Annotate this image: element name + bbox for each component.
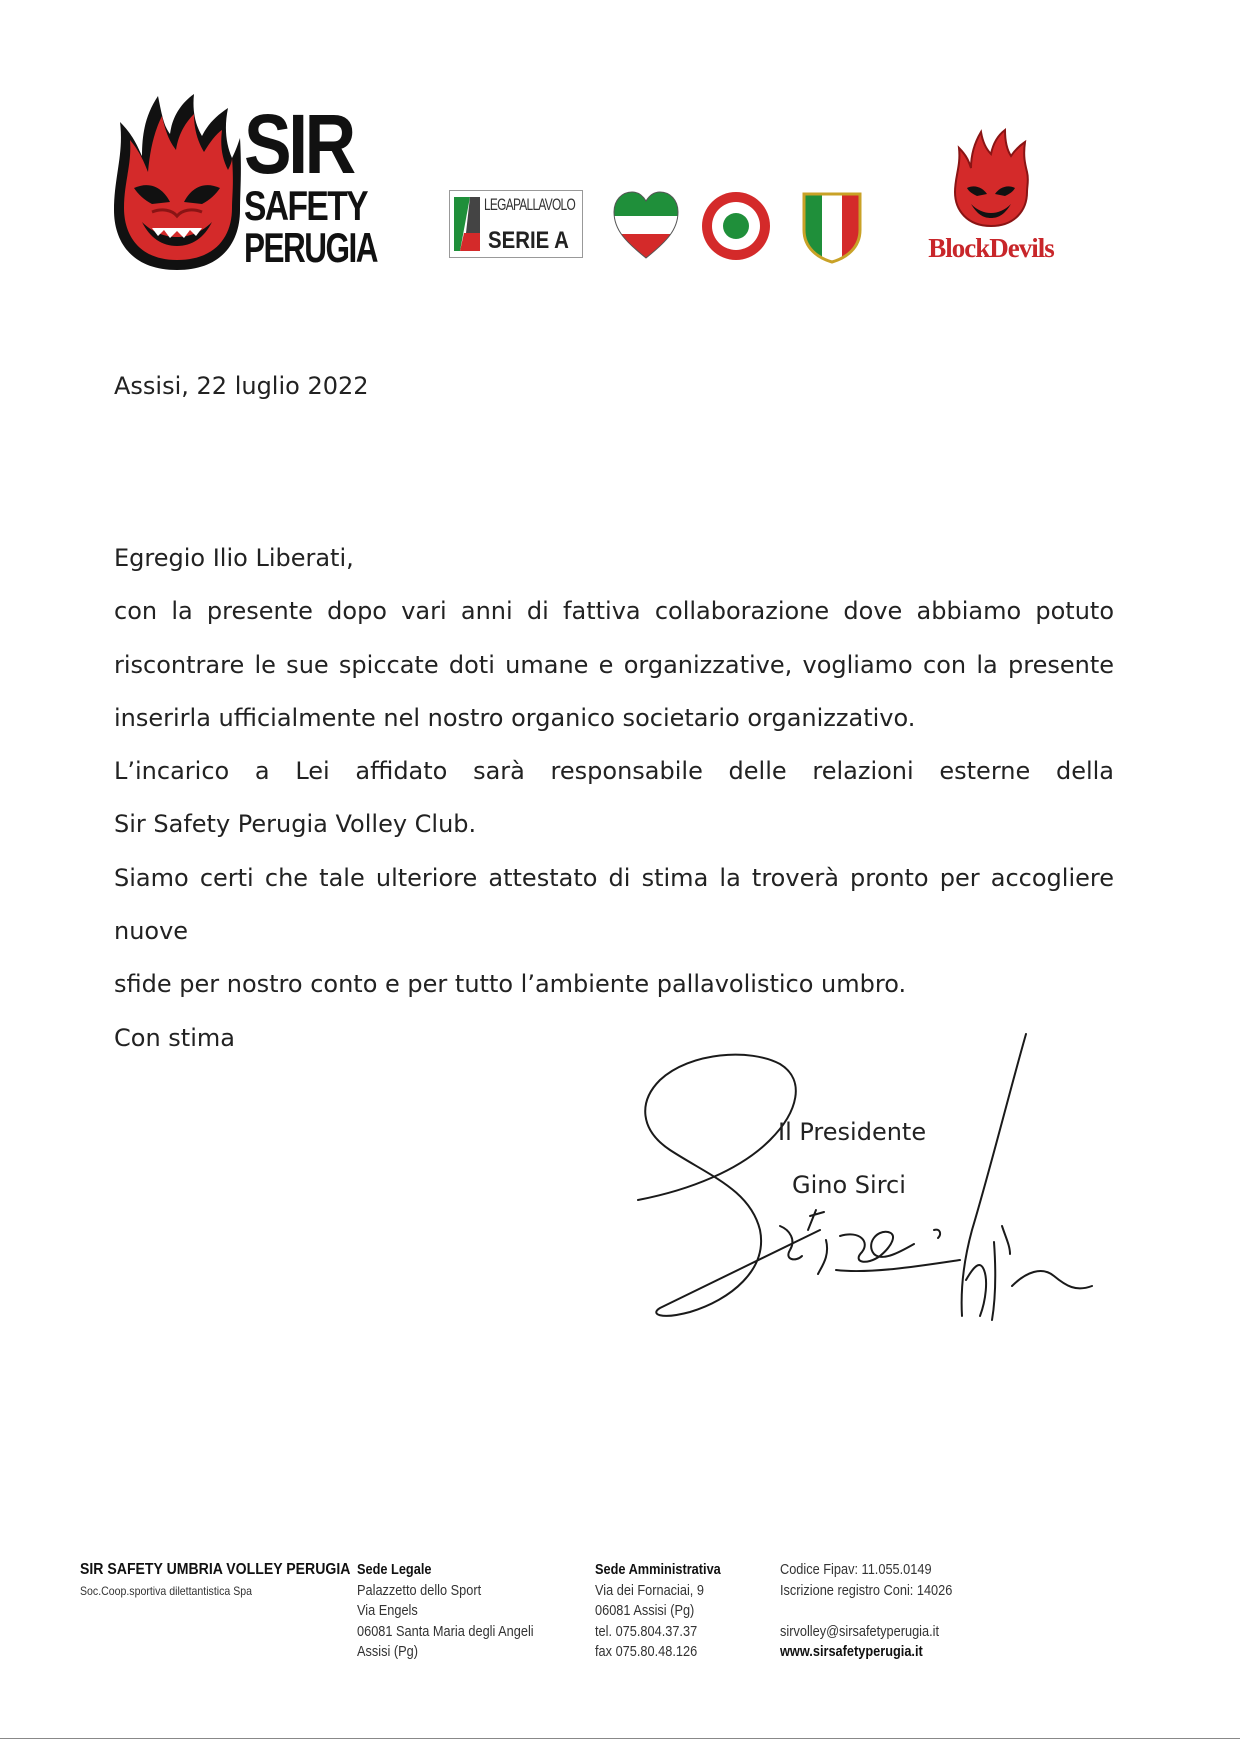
footer-rule [0, 1738, 1240, 1739]
footer-company-name: SIR SAFETY UMBRIA VOLLEY PERUGIA [80, 1561, 351, 1578]
salutation: Egregio Ilio Liberati, [114, 544, 354, 572]
paragraph-3-line-1: Siamo certi che tale ulteriore attestato di stima la troverà pronto per accogliere nuove [114, 863, 1114, 946]
footer-admin-fax: fax 075.80.48.126 [595, 1644, 698, 1660]
footer-legal-title: Sede Legale [357, 1562, 432, 1578]
footer-fipav: Codice Fipav: 11.055.0149 [780, 1562, 932, 1578]
footer-admin-line-2: 06081 Assisi (Pg) [595, 1603, 695, 1619]
signer-title: Il Presidente [778, 1118, 927, 1146]
footer-coni: Iscrizione registro Coni: 14026 [780, 1582, 953, 1599]
paragraph-1-line-2: riscontrare le sue spiccate doti umane e organizzative, vogliamo con la presente [114, 650, 1114, 679]
paragraph-2-line-2: Sir Safety Perugia Volley Club. [114, 810, 477, 839]
closing: Con stima [114, 1023, 235, 1052]
footer-company-column [80, 1560, 350, 1601]
sir-logo-line3: PERUGIA [244, 224, 378, 271]
block-devils-wordmark: BlockDevils [928, 233, 1054, 263]
footer-admin-title: Sede Amministrativa [595, 1562, 721, 1578]
sir-logo-line1: SIR [244, 97, 353, 191]
footer-legal-line-2: Via Engels [357, 1603, 418, 1619]
footer-legal-line-1: Palazzetto dello Sport [357, 1582, 482, 1599]
footer-website[interactable]: www.sirsafetyperugia.it [780, 1644, 923, 1660]
devil-flame-icon [112, 92, 242, 274]
lega-logo-bottom: SERIE A [488, 227, 569, 254]
block-devils-logo [903, 128, 1079, 264]
sir-logo-line2: SAFETY [244, 182, 367, 229]
footer-legal-line-4: Assisi (Pg) [357, 1644, 418, 1660]
footer-admin-line-1: Via dei Fornaciai, 9 [595, 1582, 704, 1599]
letter-body [114, 532, 1114, 1065]
coccarda-icon [700, 190, 772, 262]
footer-company-sub: Soc.Coop.sportiva dilettantistica Spa [80, 1583, 252, 1598]
footer-admin-tel: tel. 075.804.37.37 [595, 1623, 698, 1640]
footer-legal-line-3: 06081 Santa Maria degli Angeli [357, 1623, 534, 1640]
footer-admin-column [595, 1560, 721, 1663]
signer-name: Gino Sirci [792, 1171, 906, 1199]
footer-legal-column [357, 1560, 534, 1663]
footer-registry-column [780, 1560, 952, 1663]
lega-logo-top: LEGAPALLAVOLO [484, 195, 575, 214]
scudetto-icon [800, 190, 864, 264]
paragraph-3-line-2: sfide per nostro conto e per tutto l’ambiente pallavolistico umbro. [114, 970, 907, 999]
footer-email[interactable]: sirvolley@sirsafetyperugia.it [780, 1623, 940, 1640]
sir-safety-perugia-logo [112, 92, 378, 274]
lega-mark-icon [452, 193, 482, 253]
paragraph-2-line-1: L’incarico a Lei affidato sarà responsabile delle relazioni esterne della [114, 757, 1114, 786]
block-devils-flame-icon [903, 128, 1079, 228]
tricolore-heart-icon [612, 190, 680, 260]
paragraph-1-line-1: con la presente dopo vari anni di fattiva collaborazione dove abbiamo potuto [114, 597, 1114, 626]
handwritten-signature [630, 1030, 1200, 1340]
lega-pallavolo-serie-a-logo [449, 190, 583, 258]
letter-date: Assisi, 22 luglio 2022 [114, 372, 369, 400]
paragraph-1-line-3: inserirla ufficialmente nel nostro organico societario organizzativo. [114, 703, 916, 732]
